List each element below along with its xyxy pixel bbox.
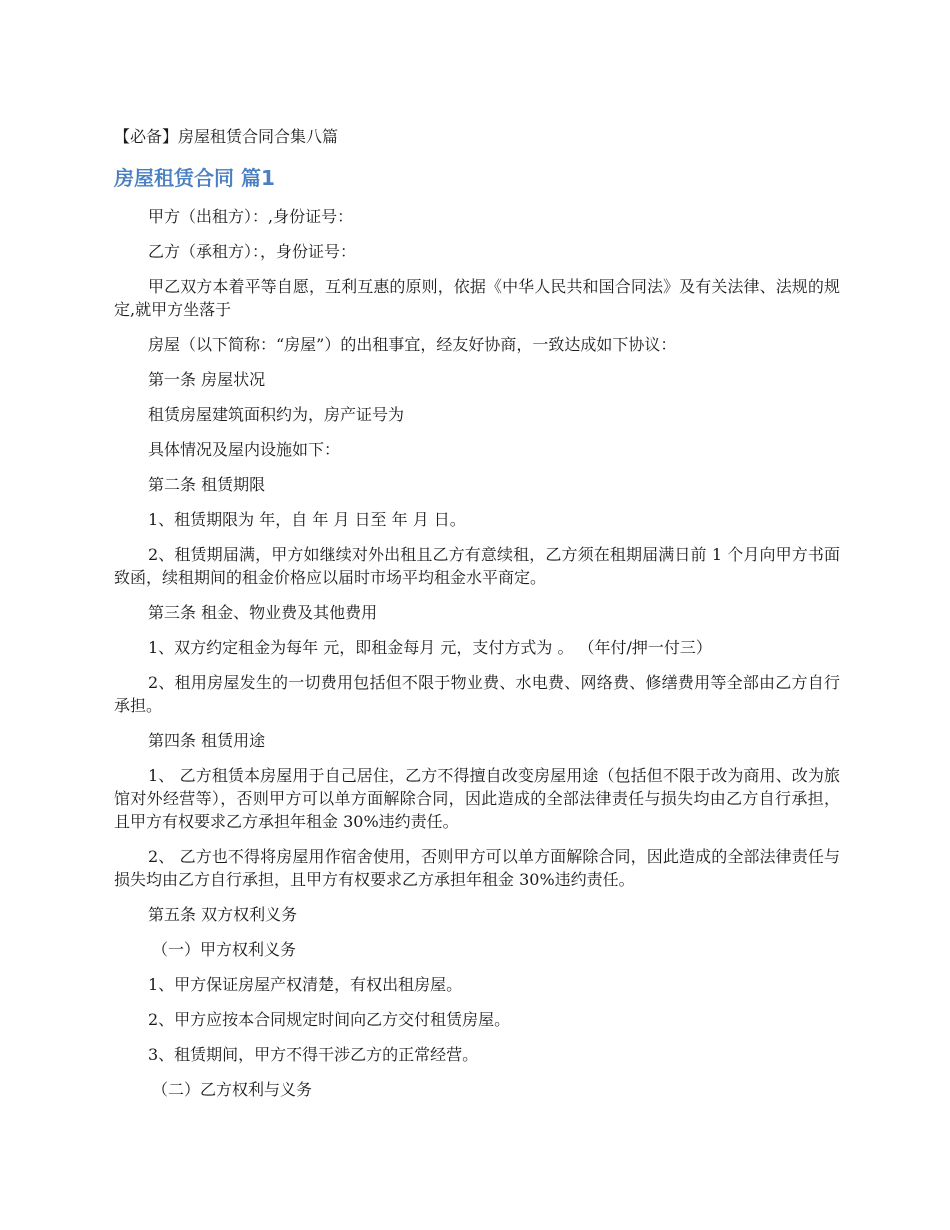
article-2-item-1: 1、租赁期限为 年，自 年 月 日至 年 月 日。 xyxy=(148,510,466,529)
paragraph-preamble-cont: 房屋（以下简称：“房屋”）的出租事宜，经友好协商，一致达成如下协议： xyxy=(148,335,677,354)
article-4-item-1: 1、 乙方租赁本房屋用于自己居住，乙方不得擅自改变房屋用途（包括但不限于改为商用、改为旅馆对外经营等），否则甲方可以单方面解除合同，因此造成的全部法律责任与损失均由乙方自行承担，且甲方有权要求乙方承担年租金 30%违约责任。 xyxy=(114,766,840,831)
article-5-a-item-1: 1、甲方保证房屋产权清楚，有权出租房屋。 xyxy=(148,975,463,994)
article-5-subheading-a: （一）甲方权利义务 xyxy=(152,940,297,959)
article-3-item-1: 1、双方约定租金为每年 元，即租金每月 元，支付方式为 。 （年付/押一付三） xyxy=(148,638,712,657)
document-title: 【必备】房屋租赁合同合集八篇 xyxy=(114,127,339,146)
paragraph-preamble: 甲乙双方本着平等自愿，互利互惠的原则，依据《中华人民共和国合同法》及有关法律、法规的规定,就甲方坐落于 xyxy=(114,277,840,319)
article-5-a-item-3: 3、租赁期间，甲方不得干涉乙方的正常经营。 xyxy=(148,1045,479,1064)
article-2-item-2: 2、租赁期届满，甲方如继续对外出租且乙方有意续租，乙方须在租期届满日前 1 个月向甲方书面致函，续租期间的租金价格应以届时市场平均租金水平商定。 xyxy=(114,545,840,587)
article-4-heading: 第四条 租赁用途 xyxy=(148,731,266,750)
article-4-item-2: 2、 乙方也不得将房屋用作宿舍使用，否则甲方可以单方面解除合同，因此造成的全部法律责任与损失均由乙方自行承担，且甲方有权要求乙方承担年租金 30%违约责任。 xyxy=(114,847,840,889)
article-5-heading: 第五条 双方权利义务 xyxy=(148,905,298,924)
article-3-item-2: 2、租用房屋发生的一切费用包括但不限于物业费、水电费、网络费、修缮费用等全部由乙方自行承担。 xyxy=(114,673,840,715)
article-1-heading: 第一条 房屋状况 xyxy=(148,370,266,389)
paragraph-area: 租赁房屋建筑面积约为，房产证号为 xyxy=(148,405,405,424)
article-5-a-item-2: 2、甲方应按本合同规定时间向乙方交付租赁房屋。 xyxy=(148,1010,511,1029)
paragraph-party-a: 甲方（出租方）：,身份证号： xyxy=(148,207,354,226)
article-3-heading: 第三条 租金、物业费及其他费用 xyxy=(148,603,378,622)
section-heading: 房屋租赁合同 篇1 xyxy=(114,166,275,190)
article-2-heading: 第二条 租赁期限 xyxy=(148,475,266,494)
document-body xyxy=(114,205,840,1113)
paragraph-party-b: 乙方（承租方）：，身份证号： xyxy=(148,242,357,261)
article-5-subheading-b: （二）乙方权利与义务 xyxy=(152,1080,313,1099)
paragraph-facilities: 具体情况及屋内设施如下： xyxy=(148,440,341,459)
